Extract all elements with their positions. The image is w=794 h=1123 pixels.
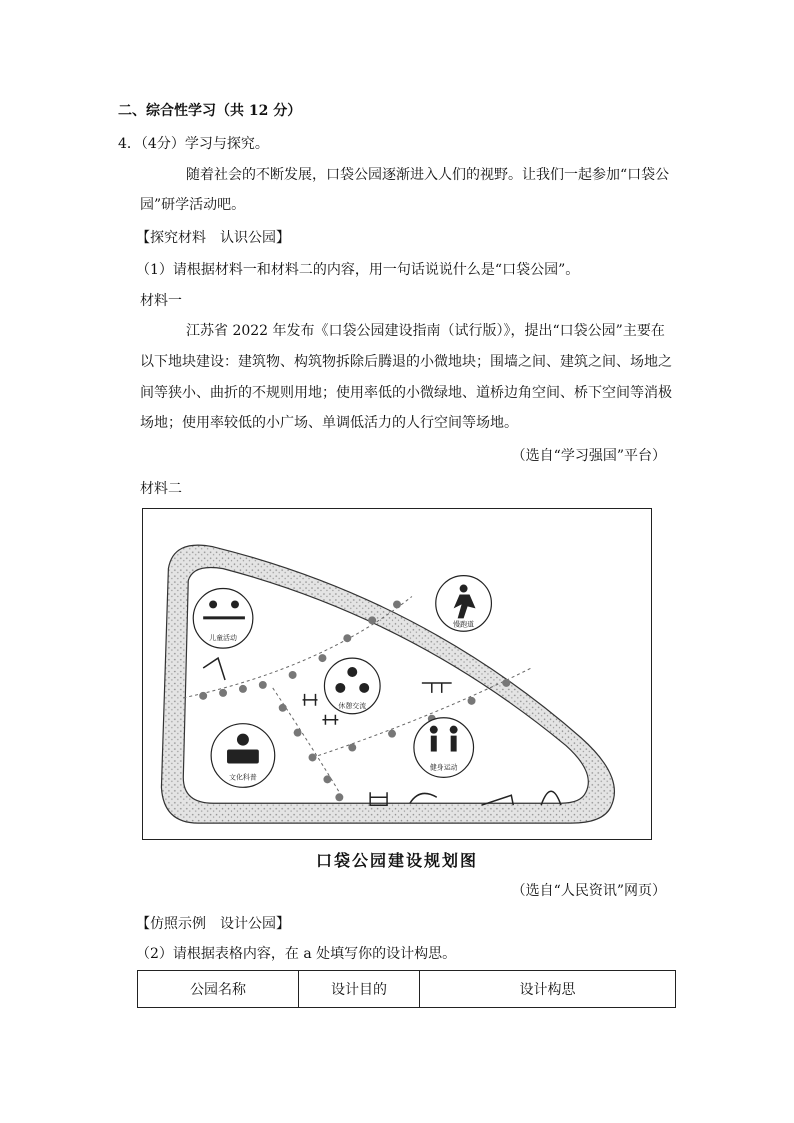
material1-line: 间等狭小、曲折的不规则用地；使用率低的小微绿地、道桥边角空间、桥下空间等消极 (140, 385, 672, 401)
park-planning-map (142, 508, 652, 840)
table-header-cell: 设计构思 (420, 971, 676, 1008)
label-children: 儿童活动 (209, 634, 237, 643)
material2-label: 材料二 (140, 481, 182, 497)
label-running: 慢跑道 (453, 620, 475, 629)
table-header-row (138, 971, 676, 1008)
part2-question: （2）请根据表格内容，在 a 处填写你的设计构思。 (136, 946, 457, 962)
intro-line-2: 园”研学活动吧。 (140, 197, 246, 213)
material1-line: 以下地块建设：建筑物、构筑物拆除后腾退的小微地块；围墙之间、建筑之间、场地之 (140, 354, 672, 370)
section-title: 二、综合性学习（共 12 分） (118, 103, 302, 119)
material1-line: 场地；使用率较低的小广场、单调低活力的人行空间等场地。 (140, 415, 518, 431)
label-communication: 休憩交流 (338, 701, 367, 710)
part1-heading: 【探究材料 认识公园】 (136, 230, 290, 246)
material1-line: 江苏省 2022 年发布《口袋公园建设指南（试行版）》，提出“口袋公园”主要在 (186, 323, 665, 339)
label-fitness: 健身运动 (429, 763, 458, 772)
material1-label: 材料一 (140, 293, 182, 309)
label-culture: 文化科普 (229, 773, 257, 782)
design-table (137, 970, 676, 1008)
question-head: 4．（4分）学习与探究。 (118, 136, 269, 152)
table-header-cell: 设计目的 (299, 971, 420, 1008)
material1-source: （选自“学习强国”平台） (511, 448, 666, 464)
map-caption: 口袋公园建设规划图 (315, 851, 478, 870)
part1-question: （1）请根据材料一和材料二的内容，用一句话说说什么是“口袋公园”。 (136, 262, 580, 278)
intro-line-1: 随着社会的不断发展，口袋公园逐渐进入人们的视野。让我们一起参加“口袋公 (186, 167, 670, 183)
material2-source: （选自“人民资讯”网页） (511, 883, 666, 899)
table-header-cell: 公园名称 (138, 971, 299, 1008)
part2-heading: 【仿照示例 设计公园】 (136, 916, 290, 932)
